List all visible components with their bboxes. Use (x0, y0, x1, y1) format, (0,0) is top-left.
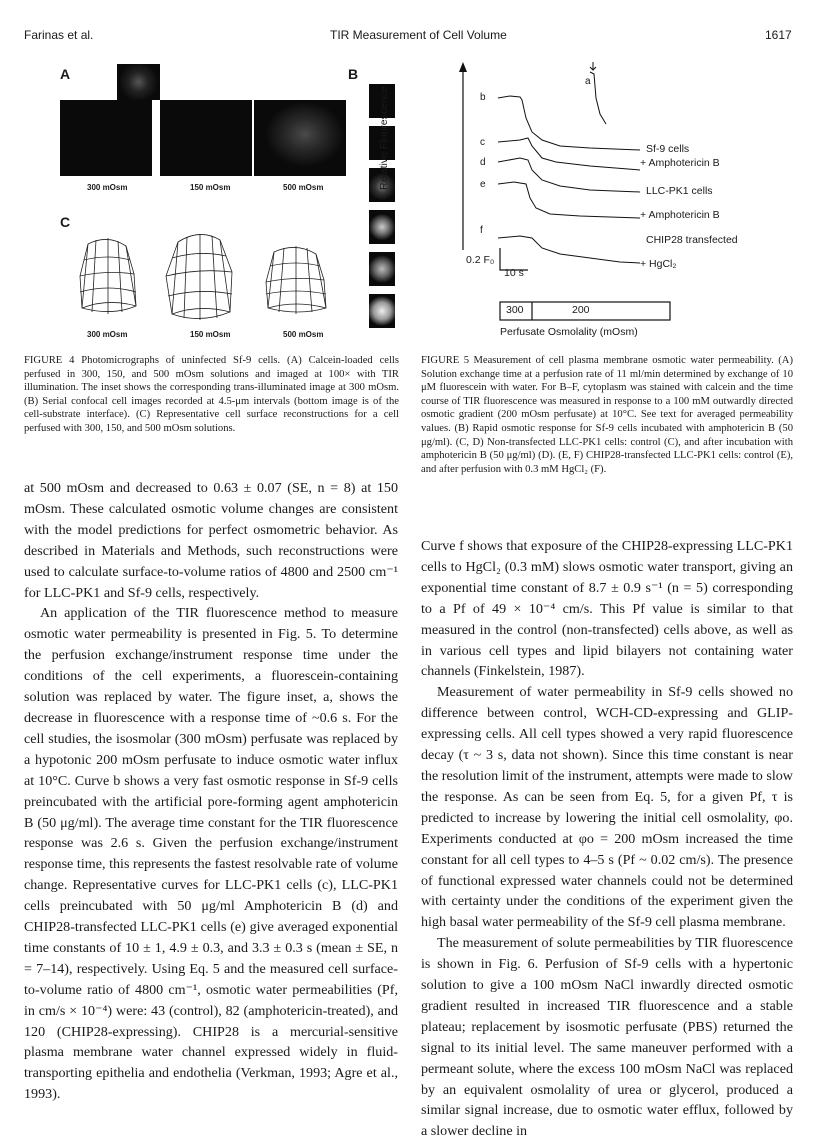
micrograph-500 (254, 100, 346, 176)
label-amphotericin-1: + Amphotericin B (640, 157, 720, 169)
cell-reconstructions (60, 230, 360, 326)
right-paragraph-2: Measurement of water permeability in Sf-9 cells showed no difference between control, WCH-CD-expressing and GLIP-expressing cells. All cell types showed a very rapid fluorescence decay (τ ~ 3 s, data not shown). Since this time constant is near the resolution limit of the instrument, attempts were made to slow the response. As can be seen from Eq. 5, for a given Pf, τ is predicted to increase by lowering the initial cell osmolality, φo. Experiments conducted at φo = 200 mOsm increased the time constant for all cell types to 4–5 s (Pf ~ 0.02 cm/s). The presence of functional expressed water channels could not be determined with certainty under the conditions of the experiment given the high basal water permeability of the Sf-9 cell plasma membrane. (421, 684, 793, 931)
a-label-300: 300 mOsm (87, 183, 128, 192)
left-column (24, 478, 398, 1105)
panel-c-label: C (60, 214, 71, 230)
inset-arrow-icon (590, 62, 596, 70)
scale-y-label: 0.2 F₀ (466, 254, 495, 266)
osmolality-value-200: 200 (572, 304, 590, 316)
transilluminated-inset (117, 64, 160, 100)
c-label-150: 150 mOsm (190, 330, 231, 339)
inset-label-a: a (585, 76, 591, 87)
curve-letter-c: c (480, 137, 485, 148)
running-authors: Farinas et al. (24, 28, 94, 42)
running-title: TIR Measurement of Cell Volume (330, 28, 507, 42)
panel-b-label: B (348, 66, 359, 82)
curve-letter-d: d (480, 157, 486, 168)
label-chip28: CHIP28 transfected (646, 234, 738, 246)
trace-a (590, 72, 606, 124)
reconstruction-150 (166, 234, 232, 320)
figure4-caption: FIGURE 4 Photomicrographs of uninfected Sf-9 cells. (A) Calcein-loaded cells perfused in 300, 150, and 500 mOsm solutions and imaged at 100× with TIR illumination. The inset shows the corresponding trans-illuminated image at 300 mOsm. (B) Serial confocal cell images recorded at 4.5-μm intervals (bottom image is of the cell-substrate interface). (C) Representative cell surface reconstructions for a cell perfused with 300, 150, and 500 mOsm solutions. (24, 355, 399, 434)
figure5-caption: FIGURE 5 Measurement of cell plasma membrane osmotic water permeability. (A) Solution exchange time at a perfusion rate of 11 ml/min determined by exchange of 10 μM fluorescein with water. For B–F, cytoplasm was stained with calcein and the time course of TIR fluorescence was measured in response to a 100 mM outwardly directed osmotic gradient (200 mOsm perfusate) at 10°C. See text for averaged permeability values. (B) Rapid osmotic response for Sf-9 cells incubated with amphotericin B (50 μg/ml). (C, D) Non-transfected LLC-PK1 cells: control (C), and after incubation with amphotericin B (50 μg/ml) (D). (E, F) CHIP28-transfected LLC-PK1 cells: control (E), and after perfusion with 0.3 mM HgCl₂ (F). (421, 355, 793, 475)
page-number: 1617 (765, 28, 792, 42)
micrograph-150 (160, 100, 252, 176)
scale-x-label: 10 s (504, 267, 524, 279)
reconstruction-500 (266, 246, 326, 314)
curve-letter-e: e (480, 179, 486, 190)
left-paragraph-1: at 500 mOsm and decreased to 0.63 ± 0.07 (SE, n = 8) at 150 mOsm. These calculated osmotic volume changes are consistent with the model predictions for perfect osmometric behavior. As described in Materials and Methods, such reconstructions were used to calculate surface-to-volume ratios of 4800 and 2500 cm⁻¹ for LLC-PK1 and Sf-9 cells, respectively. (24, 480, 398, 601)
label-hgcl2: + HgCl₂ (640, 258, 677, 270)
label-llc-pk1-cells: LLC-PK1 cells (646, 185, 713, 197)
micrograph-300 (60, 100, 152, 176)
left-paragraph-2: An application of the TIR fluorescence method to measure osmotic water permeability is presented in Fig. 5. To determine the perfusion exchange/instrument response time under the conditions of the cell experiments, a fluorescein-containing solution was replaced by water. The figure inset, a, shows the decrease in fluorescence with a response time of ~0.6 s. For the cell studies, the isosmolar (300 mOsm) perfusate was replaced by a hypotonic 200 mOsm perfusate to induce osmotic water influx at 10°C. Curve b shows a very fast osmotic response in Sf-9 cells preincubated with the artificial pore-forming agent amphotericin B (50 μg/ml). The average time constant for the TIR fluorescence response was 2.6 s. Given the perfusion exchange/instrument response time, this represents the fastest resolvable rate of volume change. Representative curves for LLC-PK1 cells (c), LLC-PK1 cells preincubated with 50 μg/ml Amphotericin B (d) and CHIP28-transfected LLC-PK1 cells (e) give averaged exponential time constants of 10 ± 1, 4.9 ± 0.3, and 3.3 ± 0.3 s (mean ± SE, n = 7–14), respectively. Using Eq. 5 and the measured cell surface-to-volume ratio of 4800 cm⁻¹, osmotic water permeabilities (Pf, in cm/s × 10⁻⁴) were: 43 (control), 82 (amphotericin-treated), and 120 (CHIP28-expressing). CHIP28 is a mercurial-sensitive plasma membrane water channel expressed widely in fluid-transporting epithelia and endothelia (Verkman, 1993; Agre et al., 1993). (24, 605, 398, 1103)
c-label-500: 500 mOsm (283, 330, 324, 339)
right-paragraph-1: Curve f shows that exposure of the CHIP28-expressing LLC-PK1 cells to HgCl₂ (0.3 mM) slows osmotic water transport, giving an exponential time constant of 8.7 ± 0.9 s⁻¹ (n = 5) corresponding to a Pf of 49 × 10⁻⁴ cm/s. This Pf value is similar to that measured in the control (non-transfected) cells above, as well as in various cell types and lipid bilayers not containing water channels (Finkelstein, 1987). (421, 538, 793, 680)
osmolality-value-300: 300 (506, 304, 524, 316)
y-axis-arrow (459, 62, 467, 72)
a-label-500: 500 mOsm (283, 183, 324, 192)
trace-c (498, 138, 640, 170)
reconstruction-300 (80, 238, 136, 314)
c-label-300: 300 mOsm (87, 330, 128, 339)
confocal-slice-4 (369, 210, 395, 244)
trace-f (498, 236, 640, 263)
a-label-150: 150 mOsm (190, 183, 231, 192)
figure5-ylabel: Relative Fluorescence (378, 86, 390, 190)
trace-b (498, 96, 640, 150)
right-paragraph-3: The measurement of solute permeabilities by TIR fluorescence is shown in Fig. 6. Perfusion of Sf-9 cells with a hypertonic solution to give a 100 mOsm NaCl inwardly directed osmotic gradient resulted in increased TIR fluorescence and a stable plateau; replacement by isosmotic perfusate (PBS) returned the signal to its initial level. The same maneuver performed with a permeant solute, where the excess 100 mOsm NaCl was replaced by an equivalent osmolality of urea or glycerol, produced a similar signal increase, due to osmotic water efflux, followed by a slower decline in (421, 935, 793, 1140)
confocal-slice-5 (369, 252, 395, 286)
fluorescence-traces-plot (450, 58, 780, 348)
right-column (421, 536, 793, 1142)
curve-letter-b: b (480, 92, 486, 103)
osmolality-axis-label: Perfusate Osmolality (mOsm) (500, 326, 638, 338)
panel-a-label: A (60, 66, 71, 82)
label-sf9-cells: Sf-9 cells (646, 143, 690, 155)
curve-letter-f: f (480, 225, 483, 236)
label-amphotericin-2: + Amphotericin B (640, 209, 720, 221)
confocal-slice-6 (369, 294, 395, 328)
